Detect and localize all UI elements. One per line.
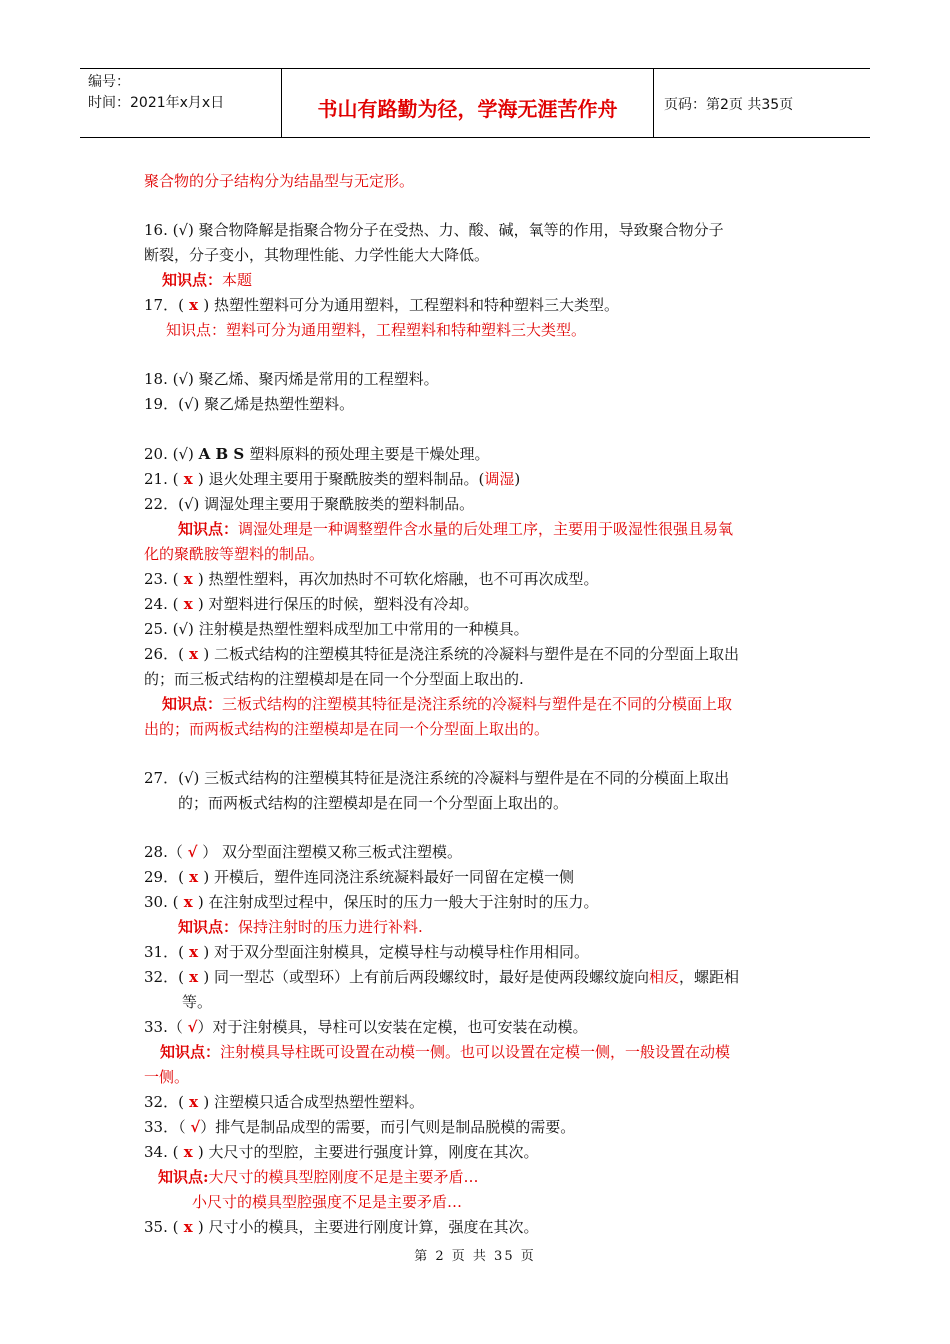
text-line (192, 1192, 462, 1212)
text-segment: 断裂，分子变小，其物理性能、力学性能大大降低。 (144, 246, 490, 264)
text-segment: 17．( (144, 296, 184, 314)
text-segment: ) 聚乙烯是热塑性塑料。 (193, 395, 355, 413)
text-line (162, 270, 252, 290)
text-segment: x (178, 470, 198, 488)
text-line (144, 594, 479, 614)
text-segment: 塑料原料的预处理主要是干燥处理。 (249, 445, 490, 463)
text-line (162, 694, 732, 714)
text-segment: 聚合物的分子结构分为结晶型与无定形。 (144, 172, 415, 190)
text-segment: 的；而三板式结构的注塑模却是在同一个分型面上取出的. (144, 670, 524, 688)
text-segment: 33.（ (144, 1018, 188, 1036)
text-line (144, 842, 462, 862)
text-line (144, 295, 619, 315)
text-line (144, 942, 589, 962)
text-line (144, 1017, 588, 1037)
text-line (144, 644, 739, 664)
text-segment: ) 注射模是热塑性塑料成型加工中常用的一种模具。 (188, 620, 529, 638)
text-segment: 知识点： (160, 1043, 221, 1061)
text-segment: 知识点：塑料可分为通用塑料，工程塑料和特种塑料三大类型。 (166, 321, 587, 339)
text-segment: 知识点： (162, 695, 223, 713)
text-segment: 相反 (648, 968, 679, 986)
text-line (160, 1042, 730, 1062)
text-segment: √ (178, 445, 189, 463)
text-segment: x (183, 943, 204, 961)
text-segment: 化的聚酰胺等塑料的制品。 (144, 545, 325, 563)
text-segment: x (183, 296, 204, 314)
text-line (178, 793, 568, 813)
text-line (144, 967, 739, 987)
text-line (182, 992, 212, 1012)
text-segment: ) 热塑性塑料，再次加热时不可软化熔融，也不可再次成型。 (197, 570, 599, 588)
text-segment: ） 双分型面注塑模又称三板式注塑模。 (197, 843, 463, 861)
text-line (144, 494, 474, 514)
text-segment: x (183, 645, 204, 663)
text-segment: x (178, 893, 198, 911)
text-segment: 大尺寸的模具型腔刚度不足是主要矛盾… (208, 1168, 479, 1186)
text-segment: ) 聚合物降解是指聚合物分子在受热、力、酸、碱，氧等的作用，导致聚合物分子 (188, 221, 724, 239)
text-segment: 出的；而两板式结构的注塑模却是在同一个分型面上取出的。 (144, 720, 550, 738)
text-segment: 知识点： (178, 918, 239, 936)
text-segment: ，螺距相 (678, 968, 739, 986)
text-segment: 知识点： (178, 520, 239, 538)
text-segment: 保持注射时的压力进行补料. (238, 918, 423, 936)
text-segment: 知识点： (162, 271, 223, 289)
text-segment: ) (514, 470, 521, 488)
text-segment: ) 对塑料进行保压的时候，塑料没有冷却。 (197, 595, 479, 613)
text-segment: ）对于注射模具，导柱可以安装在定模，也可安装在动模。 (197, 1018, 588, 1036)
text-segment: ) 开模后，塑件连同浇注系统凝料最好一同留在定模一侧 (203, 868, 574, 886)
text-segment: ) 二板式结构的注塑模其特征是浇注系统的冷凝料与塑件是在不同的分型面上取出 (203, 645, 739, 663)
header-page-info: 页码：第2页 共35页 (664, 97, 794, 113)
text-line (166, 320, 586, 340)
text-segment: √ (178, 370, 189, 388)
text-segment: 知识点: (158, 1168, 209, 1186)
text-segment: ) 调湿处理主要用于聚酰胺类的塑料制品。 (193, 495, 475, 513)
text-segment: 三板式结构的注塑模其特征是浇注系统的冷凝料与塑件是在不同的分模面上取 (222, 695, 733, 713)
text-segment: 注射模具导柱既可设置在动模一侧。也可以设置在定模一侧，一般设置在动模 (220, 1043, 731, 1061)
text-segment: √ (183, 769, 194, 787)
text-segment: 34. ( (144, 1143, 179, 1161)
text-segment: 26．( (144, 645, 184, 663)
text-segment: 33．（ (144, 1118, 191, 1136)
text-segment: 本题 (222, 271, 253, 289)
text-line (144, 171, 414, 191)
text-line (144, 394, 354, 414)
text-segment: ) 尺寸小的模具，主要进行刚度计算，强度在其次。 (197, 1218, 539, 1236)
text-line (144, 569, 599, 589)
text-segment: ) (188, 445, 199, 463)
text-line (144, 768, 729, 788)
text-segment: 一侧。 (144, 1068, 190, 1086)
text-line (144, 469, 520, 489)
text-segment: ) 聚乙烯、聚丙烯是常用的工程塑料。 (188, 370, 439, 388)
text-line (178, 519, 733, 539)
text-segment: 32．( (144, 968, 184, 986)
text-segment: 调湿处理是一种调整塑件含水量的后处理工序，主要用于吸湿性很强且易氧 (238, 520, 734, 538)
text-segment: ) 对于双分型面注射模具，定模导柱与动模导柱作用相同。 (203, 943, 589, 961)
text-segment: √ (178, 620, 189, 638)
time-label: 时间：2021年x月x日 (88, 95, 225, 111)
text-line (144, 619, 529, 639)
text-segment: 23. ( (144, 570, 179, 588)
text-segment: 28.（ (144, 843, 188, 861)
text-segment: x (183, 868, 204, 886)
text-line (144, 892, 599, 912)
page-header (80, 68, 870, 138)
text-segment: ) 注塑模只适合成型热塑性塑料。 (203, 1093, 424, 1111)
text-segment: ) 热塑性塑料可分为通用塑料，工程塑料和特种塑料三大类型。 (203, 296, 619, 314)
text-segment: 30. ( (144, 893, 179, 911)
text-segment: 29．( (144, 868, 184, 886)
text-line (144, 1142, 539, 1162)
text-segment: √ (187, 1018, 198, 1036)
text-line (144, 245, 489, 265)
page-footer: 第 2 页 共 35 页 (414, 1249, 536, 1264)
text-segment: 35. ( (144, 1218, 179, 1236)
text-line (178, 917, 423, 937)
text-segment: 的；而两板式结构的注塑模却是在同一个分型面上取出的。 (178, 794, 569, 812)
text-segment: √ (183, 495, 194, 513)
text-segment: x (183, 1093, 204, 1111)
text-line (144, 220, 724, 240)
text-segment: 20. ( (144, 445, 179, 463)
text-line (144, 369, 439, 389)
text-segment: 21. ( (144, 470, 179, 488)
text-line (144, 669, 524, 689)
text-segment: 调湿 (484, 470, 515, 488)
number-label: 编号： (88, 74, 130, 90)
text-segment: 25. ( (144, 620, 179, 638)
text-segment: 等。 (182, 993, 213, 1011)
text-segment: 19．( (144, 395, 184, 413)
text-line (144, 544, 324, 564)
text-segment: 27．( (144, 769, 184, 787)
text-segment: √ (183, 395, 194, 413)
text-line (144, 719, 549, 739)
text-segment: x (178, 1218, 198, 1236)
text-segment: 16. ( (144, 221, 179, 239)
text-segment: √ (190, 1118, 201, 1136)
text-segment: 18. ( (144, 370, 179, 388)
text-segment: ) 同一型芯（或型环）上有前后两段螺纹时，最好是使两段螺纹旋向 (203, 968, 649, 986)
text-line (144, 444, 490, 464)
text-line (144, 867, 574, 887)
header-meta (80, 69, 282, 137)
text-segment: x (178, 570, 198, 588)
header-motto: 书山有路勤为径，学海无涯苦作舟 (282, 69, 654, 137)
text-segment: ) 退火处理主要用于聚酰胺类的塑料制品。( (197, 470, 485, 488)
text-line (144, 1217, 539, 1237)
text-line (144, 1067, 189, 1087)
text-segment: x (183, 968, 204, 986)
text-segment: 31．( (144, 943, 184, 961)
text-segment: 32．( (144, 1093, 184, 1111)
text-segment: x (178, 595, 198, 613)
text-segment: √ (187, 843, 198, 861)
text-line (144, 1117, 575, 1137)
text-line (158, 1167, 479, 1187)
text-segment: ) 在注射成型过程中，保压时的压力一般大于注射时的压力。 (197, 893, 599, 911)
text-segment: A B S (198, 445, 250, 463)
text-segment: 小尺寸的模具型腔强度不足是主要矛盾… (192, 1193, 463, 1211)
text-segment: x (178, 1143, 198, 1161)
text-segment: 24. ( (144, 595, 179, 613)
text-segment: ）排气是制品成型的需要，而引气则是制品脱模的需要。 (200, 1118, 576, 1136)
text-segment: ) 大尺寸的型腔，主要进行强度计算，刚度在其次。 (197, 1143, 539, 1161)
text-segment: 22．( (144, 495, 184, 513)
text-segment: ) 三板式结构的注塑模其特征是浇注系统的冷凝料与塑件是在不同的分模面上取出 (193, 769, 730, 787)
text-segment: √ (178, 221, 189, 239)
text-line (144, 1092, 424, 1112)
